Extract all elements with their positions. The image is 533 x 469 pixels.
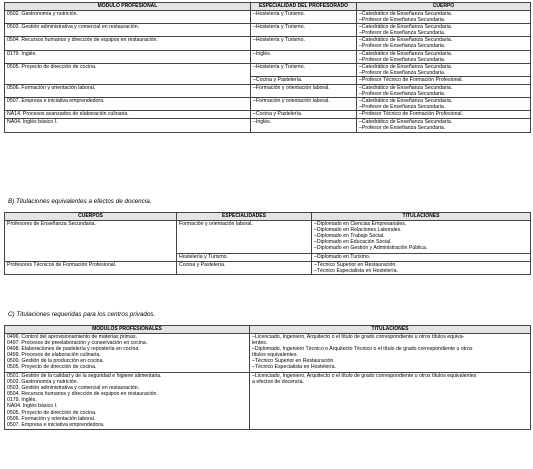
module-cell: 0179. Inglés. bbox=[5, 50, 251, 63]
table-row bbox=[5, 334, 531, 373]
specialty-cell: –Inglés. bbox=[251, 119, 357, 132]
module-cell: NA04. Inglés básico I. bbox=[5, 119, 251, 132]
body-cell-line: –Profesor de Enseñanza Secundaria. bbox=[359, 43, 446, 50]
specialty-cell: –Formación y orientación laboral. bbox=[251, 98, 357, 111]
titulaciones-cell-line: a efectos de docencia. bbox=[252, 379, 304, 386]
body-cell-line: –Catedrático de Enseñanza Secundaria. bbox=[359, 50, 453, 57]
modulos-cell-line: 0504. Recursos humanos y dirección de equipos en restauración. bbox=[7, 391, 158, 398]
titulaciones-cell-line: –Diplomado en Ciencias Empresariales. bbox=[314, 221, 407, 227]
table-row bbox=[5, 262, 531, 275]
body-cell bbox=[357, 119, 531, 132]
header-cuerpos: CUERPOS bbox=[5, 213, 177, 221]
specialty-cell: –Inglés. bbox=[251, 50, 357, 63]
private-center-degrees-table bbox=[4, 325, 531, 430]
specialty-cell: –Formación y orientación laboral. bbox=[251, 84, 357, 97]
body-cell-line: –Profesor Técnico de Formación Profesional. bbox=[359, 111, 463, 118]
table-row bbox=[5, 111, 531, 119]
body-cell-line: –Catedrático de Enseñanza Secundaria. bbox=[359, 11, 453, 17]
table-row bbox=[5, 37, 531, 50]
titulaciones-cell-line: –Licenciado, Ingeniero, Arquitecto o el título de grado correspondiente u otros títulos equivalentes bbox=[252, 373, 477, 379]
table-row bbox=[5, 221, 531, 254]
specialty-cell: –Cocina y Pastelería. bbox=[251, 76, 357, 84]
section-c-title: C) Titulaciones requeridas para los centros privados. bbox=[8, 311, 156, 318]
body-cell bbox=[357, 37, 531, 50]
module-cell: NA14. Procesos avanzados de elaboración culinaria. bbox=[5, 111, 251, 119]
modulos-cell-line: 0499. Procesos de elaboración culinaria. bbox=[7, 352, 101, 359]
titulaciones-cell-line: –Diplomado en Educación Social. bbox=[314, 239, 392, 246]
titulaciones-cell bbox=[312, 254, 531, 262]
specialty-cell: –Hostelería y Turismo. bbox=[251, 11, 357, 24]
body-cell-line: –Profesor de Enseñanza Secundaria. bbox=[359, 91, 446, 98]
module-cell: 0507. Empresa e iniciativa emprendedora. bbox=[5, 98, 251, 111]
body-cell-line: –Catedrático de Enseñanza Secundaria. bbox=[359, 84, 453, 91]
modulos-cell bbox=[5, 373, 250, 430]
specialty-cell: –Hostelería y Turismo. bbox=[251, 37, 357, 50]
titulaciones-cell-line: títulos equivalentes. bbox=[252, 352, 298, 359]
titulaciones-cell-line: –Técnico Superior en Restauración. bbox=[314, 262, 397, 268]
titulaciones-cell-line: –Diplomado, Ingeniero Técnico o Arquitecto Técnico o el título de grado correspondiente u otros bbox=[252, 346, 473, 353]
body-cell-line: –Catedrático de Enseñanza Secundaria. bbox=[359, 63, 453, 70]
modulos-cell-line: 0502. Gastronomía y nutrición. bbox=[7, 379, 78, 386]
titulaciones-cell-line: –Licenciado, Ingeniero, Arquitecto o el título de grado correspondiente u otros títulos equiva- bbox=[252, 334, 465, 340]
body-cell-line: –Profesor de Enseñanza Secundaria. bbox=[359, 56, 446, 63]
body-cell bbox=[357, 11, 531, 24]
module-cell: 0506. Formación y orientación laboral. bbox=[5, 84, 251, 97]
body-cell bbox=[357, 111, 531, 119]
body-cell bbox=[357, 24, 531, 37]
titulaciones-cell-line: –Diplomado en Relaciones Laborales. bbox=[314, 227, 402, 234]
header-especialidad: ESPECIALIDAD DEL PROFESORADO bbox=[251, 3, 357, 11]
module-cell: 0504. Recursos humanos y dirección de equipos en restauración. bbox=[5, 37, 251, 50]
modulos-cell-line: 0503. Gestión administrativa y comercial en restauración. bbox=[7, 385, 140, 392]
header-cuerpo: CUERPO bbox=[357, 3, 531, 11]
titulaciones-cell-line: –Diplomado en Trabajo Social. bbox=[314, 233, 385, 240]
table-row bbox=[5, 84, 531, 97]
titulaciones-cell-line: –Técnico Especialista en Hostelería. bbox=[252, 364, 336, 371]
body-cell-line: –Profesor de Enseñanza Secundaria. bbox=[359, 104, 446, 111]
table-row bbox=[5, 98, 531, 111]
modulos-cell-line: 0497. Procesos de preelaboración y conservación en cocina. bbox=[7, 340, 148, 347]
module-cell: 0502. Gastronomía y nutrición. bbox=[5, 11, 251, 24]
section-b-title: B) Titulaciones equivalentes a efectos de docencia. bbox=[8, 198, 152, 205]
body-cell-line: –Catedrático de Enseñanza Secundaria. bbox=[359, 24, 453, 31]
titulaciones-cell-line: –Diplomado en Turismo. bbox=[314, 254, 371, 260]
body-cell-line: –Catedrático de Enseñanza Secundaria. bbox=[359, 37, 453, 44]
cuerpo-cell: Profesores de Enseñanza Secundaria. bbox=[5, 221, 177, 262]
titulaciones-cell bbox=[250, 334, 531, 373]
body-cell-line: –Catedrático de Enseñanza Secundaria. bbox=[359, 98, 453, 105]
body-cell bbox=[357, 84, 531, 97]
module-cell: 0505. Proyecto de dirección de cocina. bbox=[5, 63, 251, 84]
header-especialidades: ESPECIALIDADES bbox=[177, 213, 312, 221]
body-cell bbox=[357, 98, 531, 111]
header-titulaciones-c: TITULACIONES bbox=[250, 326, 531, 334]
table-row bbox=[5, 11, 531, 24]
modulos-cell-line: NA04. Inglés básico I. bbox=[7, 403, 58, 410]
titulaciones-cell-line: lentes. bbox=[252, 340, 268, 347]
modulos-cell-line: 0496. Control del aprovisionamiento de materias primas. bbox=[7, 334, 138, 340]
body-cell bbox=[357, 76, 531, 84]
modulos-cell-line: 0505. Proyecto de dirección de cocina. bbox=[7, 364, 97, 371]
titulaciones-cell-line: –Técnico Especialista en Hostelería. bbox=[314, 268, 398, 275]
titulaciones-cell-line: –Diplomado en Gestión y Administración Pública. bbox=[314, 245, 428, 252]
especialidad-cell: Hostelería y Turismo. bbox=[177, 254, 312, 262]
modulos-cell-line: 0506. Formación y orientación laboral. bbox=[7, 415, 96, 422]
modulos-cell-line: 0505. Proyecto de dirección de cocina. bbox=[7, 409, 97, 416]
body-cell-line: –Profesor Técnico de Formación Profesional. bbox=[359, 76, 463, 83]
titulaciones-cell-line: –Técnico Superior en Restauración. bbox=[252, 358, 335, 365]
table-row bbox=[5, 24, 531, 37]
specialty-cell: –Cocina y Pastelería. bbox=[251, 111, 357, 119]
especialidad-cell: Formación y orientación laboral. bbox=[177, 221, 312, 254]
titulaciones-cell bbox=[312, 262, 531, 275]
modulos-cell-line: 0498. Elaboraciones de pastelería y repostería en cocina. bbox=[7, 346, 140, 353]
titulaciones-cell bbox=[250, 373, 531, 430]
header-modulo-profesional: MÓDULO PROFESIONAL bbox=[5, 3, 251, 11]
body-cell-line: –Profesor de Enseñanza Secundaria. bbox=[359, 125, 446, 132]
specialty-cell: –Hostelería y Turismo. bbox=[251, 24, 357, 37]
header-titulaciones-b: TITULACIONES bbox=[312, 213, 531, 221]
body-cell-line: –Profesor de Enseñanza Secundaria. bbox=[359, 69, 446, 76]
body-cell-line: –Catedrático de Enseñanza Secundaria. bbox=[359, 119, 453, 126]
modulos-cell-line: 0500. Gestión de la producción en cocina. bbox=[7, 358, 104, 365]
header-modulos-profesionales: MÓDULOS PROFESIONALES bbox=[5, 326, 250, 334]
especialidad-cell: Cocina y Pastelería. bbox=[177, 262, 312, 275]
modulos-cell bbox=[5, 334, 250, 373]
module-cell: 0503. Gestión administrativa y comercial en restauración. bbox=[5, 24, 251, 37]
teacher-specialty-table bbox=[4, 2, 531, 133]
body-cell bbox=[357, 63, 531, 76]
modulos-cell-line: 0501. Gestión de la calidad y de la seguridad e higiene alimentaria. bbox=[7, 373, 162, 379]
equivalent-degrees-table bbox=[4, 212, 531, 275]
specialty-cell: –Hostelería y Turismo. bbox=[251, 63, 357, 76]
cuerpo-cell: Profesores Técnicos de Formación Profesional. bbox=[5, 262, 177, 275]
table-row bbox=[5, 63, 531, 76]
body-cell-line: –Profesor de Enseñanza Secundaria. bbox=[359, 30, 446, 37]
table-row bbox=[5, 373, 531, 430]
body-cell bbox=[357, 50, 531, 63]
body-cell-line: –Profesor de Enseñanza Secundaria. bbox=[359, 17, 446, 24]
table-row bbox=[5, 119, 531, 132]
modulos-cell-line: 0507. Empresa e iniciativa emprendedora. bbox=[7, 421, 105, 428]
table-row bbox=[5, 50, 531, 63]
titulaciones-cell bbox=[312, 221, 531, 254]
modulos-cell-line: 0179. Inglés. bbox=[7, 397, 37, 404]
